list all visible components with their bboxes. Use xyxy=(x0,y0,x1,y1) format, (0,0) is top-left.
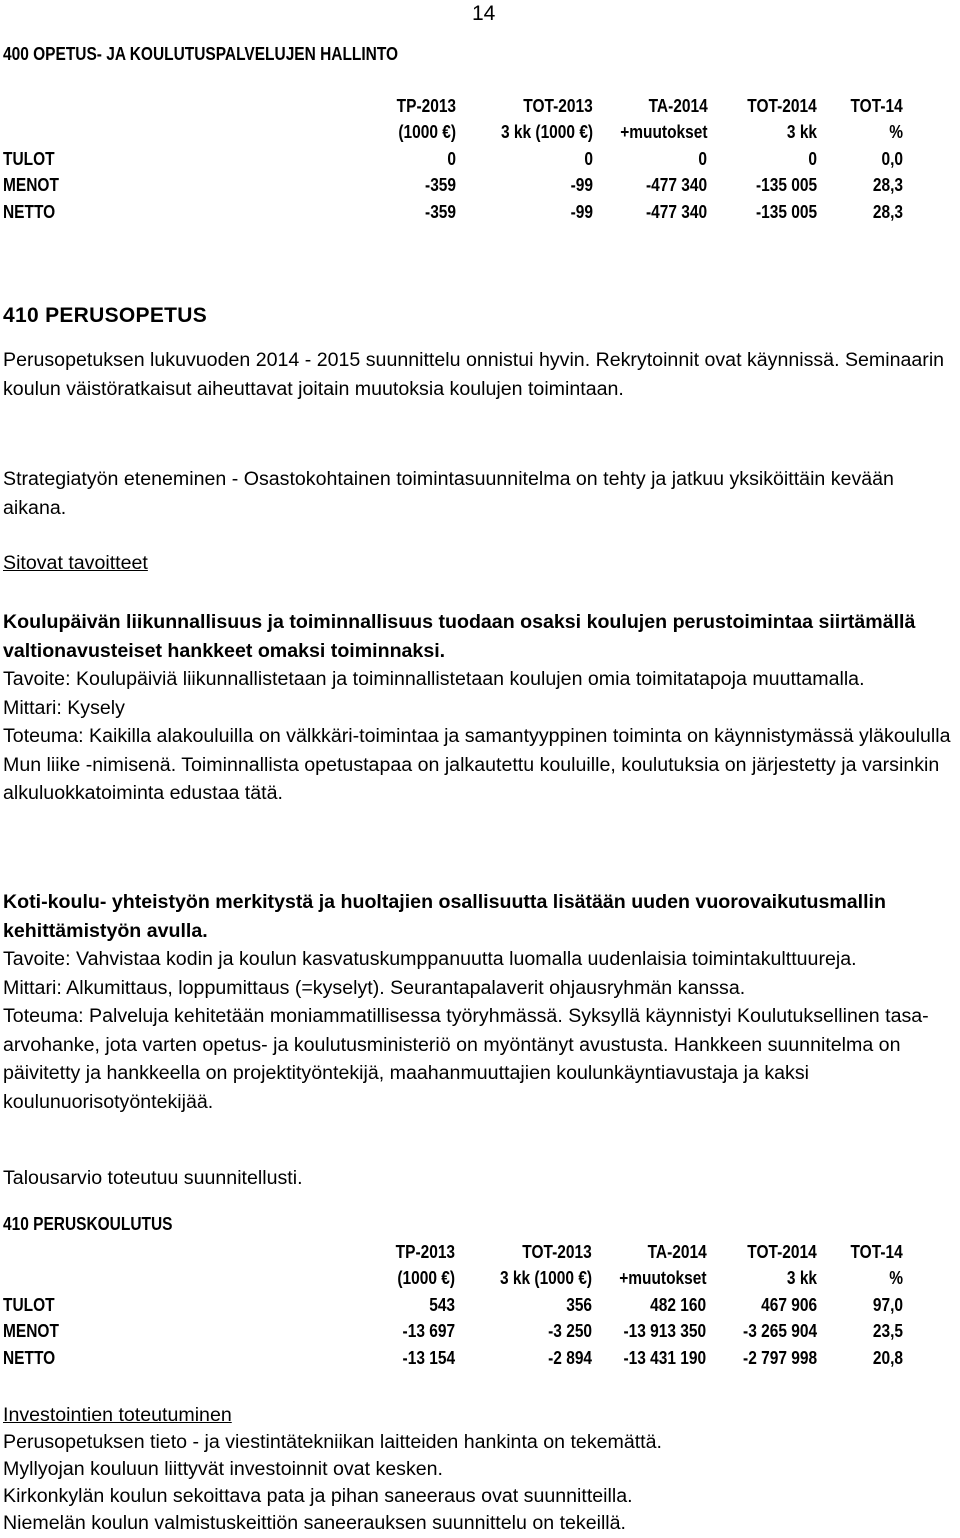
row-label: MENOT xyxy=(3,175,59,196)
row-label: NETTO xyxy=(3,201,56,222)
investment-item: Kirkonkylän koulun sekoittava pata ja pihan saneeraus ovat suunnitteilla. xyxy=(3,1485,633,1507)
table-row xyxy=(3,146,903,173)
section-410-intro xyxy=(3,346,953,403)
table-cell: 0,0 xyxy=(881,148,903,169)
table-cell: 0 xyxy=(447,148,457,169)
binding-goals-heading: Sitovat tavoitteet xyxy=(3,552,148,574)
table-row xyxy=(3,173,903,200)
column-subheader: 3 kk (1000 €) xyxy=(500,122,593,143)
column-header: TOT-2014 xyxy=(747,95,818,116)
goal-1-heading: Koulupäivän liikunnallisuus ja toiminnallisuus tuodaan osaksi koulujen perustoimintaa siirtämällä valtionavusteiset hankkeet omaksi toiminnaksi. xyxy=(3,611,916,662)
table-cell: 97,0 xyxy=(872,1294,903,1315)
goal-1-meter: Mittari: Kysely xyxy=(3,696,125,719)
strategy-paragraph: Strategiatyön eteneminen - Osastokohtainen toimintasuunnitelma on tehty ja jatkuu yksiköittäin kevään aikana. xyxy=(3,468,894,519)
column-header: TOT-2014 xyxy=(747,1241,818,1262)
intro-paragraph: Perusopetuksen lukuvuoden 2014 - 2015 suunnittelu onnistui hyvin. Rekrytoinnit ovat käynnissä. Seminaarin koulun väistöratkaisut aiheuttavat joitain muutoksia koulujen toimintaan. xyxy=(3,349,945,400)
column-subheader: 3 kk xyxy=(786,122,818,143)
column-subheader: % xyxy=(889,1268,903,1289)
investment-item: Niemelän koulun valmistuskeittiön saneerauksen suunnittelu on tekeillä. xyxy=(3,1512,627,1534)
table-cell: -3 265 904 xyxy=(743,1321,818,1342)
table-header-row xyxy=(3,120,903,147)
column-header: TA-2014 xyxy=(647,1241,707,1262)
investments-heading: Investointien toteutuminen xyxy=(3,1404,232,1426)
table-cell: 0 xyxy=(584,148,593,169)
goal-1-block xyxy=(3,608,953,808)
goal-2-block xyxy=(3,888,953,1116)
table-row xyxy=(3,199,903,226)
section-410-title: 410 PERUSOPETUS xyxy=(3,304,208,327)
goal-2-outcome: Toteuma: Palveluja kehitetään moniammatillisessa työryhmässä. Syksyllä käynnistyi Koulutuksellinen tasa-arvohanke, jota varten opetus- ja koulutusministeriö on myöntänyt avustusta. Hankkeen suunnitelma on päivitetty ja hankkeella on projektityöntekijä, maahanmuuttajien koulunkäyntiavustaja ja kaksi koulunuorisotyöntekijää. xyxy=(3,1005,929,1113)
table-cell: -359 xyxy=(425,175,457,196)
column-subheader: 3 kk xyxy=(787,1268,818,1289)
row-label: TULOT xyxy=(3,1294,55,1315)
table-cell: 20,8 xyxy=(872,1347,903,1368)
table-cell: -13 913 350 xyxy=(623,1321,707,1342)
column-subheader: +muutokset xyxy=(618,1268,707,1289)
row-label: NETTO xyxy=(3,1347,56,1368)
column-header: TA-2014 xyxy=(648,95,708,116)
table-cell: 467 906 xyxy=(761,1294,818,1315)
table-cell: -99 xyxy=(570,175,593,196)
column-header: TP-2013 xyxy=(396,95,457,116)
column-subheader: +muutokset xyxy=(620,122,708,143)
table-410-title: 410 PERUSKOULUTUS xyxy=(3,1214,173,1234)
binding-goals-block xyxy=(3,549,953,578)
table-cell: -477 340 xyxy=(646,201,708,222)
column-header: TOT-14 xyxy=(850,95,903,116)
table-cell: -99 xyxy=(570,201,593,222)
table-cell: -2 797 998 xyxy=(743,1347,818,1368)
table-cell: 543 xyxy=(429,1294,456,1315)
column-header: TOT-14 xyxy=(850,1241,903,1262)
goal-1-target: Tavoite: Koulupäiviä liikunnallistetaan ja toiminnallistetaan koulujen omia toimitatapoja muuttamalla. xyxy=(3,668,865,690)
table-cell: 356 xyxy=(566,1294,592,1315)
table-cell: 23,5 xyxy=(872,1321,903,1342)
budget-note-block xyxy=(3,1164,953,1193)
goal-1-outcome: Toteuma: Kaikilla alakouluilla on välkkäri-toimintaa ja samantyyppinen toiminta on käynnistymässä yläkoululla Mun liike -nimisenä. Toiminnallista opetustapaa on jalkautettu kouluille, koulutuksia on järjestetty ja varsinkin alkuluokkatoiminta edustaa tätä. xyxy=(3,725,951,804)
table-header-row xyxy=(3,93,903,120)
table-header-row xyxy=(3,1239,903,1266)
investment-item: Perusopetuksen tieto - ja viestintätekniikan laitteiden hankinta on tekemättä. xyxy=(3,1431,662,1453)
column-header: TOT-2013 xyxy=(523,95,593,116)
row-label: MENOT xyxy=(3,1321,59,1342)
investment-item: Myllyojan kouluun liittyvät investoinnit ovat kesken. xyxy=(3,1458,443,1480)
table-row xyxy=(3,1292,903,1319)
finance-table-410 xyxy=(3,1239,903,1372)
table-cell: -135 005 xyxy=(755,175,818,196)
column-subheader: 3 kk (1000 €) xyxy=(499,1268,592,1289)
row-label: TULOT xyxy=(3,148,55,169)
column-subheader: (1000 €) xyxy=(398,122,457,143)
table-cell: 28,3 xyxy=(872,201,903,222)
goal-2-heading: Koti-koulu- yhteistyön merkitystä ja huoltajien osallisuutta lisätään uuden vuorovaikutusmallin kehittämistyön avulla. xyxy=(3,891,886,942)
budget-note: Talousarvio toteutuu suunnitellusti. xyxy=(3,1167,303,1189)
table-cell: -359 xyxy=(425,201,457,222)
table-cell: -477 340 xyxy=(646,175,708,196)
table-cell: -135 005 xyxy=(755,201,818,222)
investments-block xyxy=(3,1402,953,1537)
table-header-row xyxy=(3,1266,903,1293)
table-cell: -13 431 190 xyxy=(623,1347,707,1368)
table-row xyxy=(3,1345,903,1372)
table-cell: 0 xyxy=(808,148,818,169)
goal-2-target: Tavoite: Vahvistaa kodin ja koulun kasvatuskumppanuutta luomalla uudenlaisia toimintakulttuureja. xyxy=(3,948,857,970)
table-cell: -13 697 xyxy=(402,1321,456,1342)
table-cell: -13 154 xyxy=(402,1347,456,1368)
page-number: 14 xyxy=(472,2,496,25)
column-header: TP-2013 xyxy=(396,1241,456,1262)
table-row xyxy=(3,1319,903,1346)
table-cell: -2 894 xyxy=(548,1347,592,1368)
table-cell: 482 160 xyxy=(650,1294,707,1315)
table-cell: -3 250 xyxy=(548,1321,592,1342)
column-subheader: % xyxy=(889,122,903,143)
column-subheader: (1000 €) xyxy=(397,1268,456,1289)
goal-2-meter: Mittari: Alkumittaus, loppumittaus (=kyselyt). Seurantapalaverit ohjausryhmän kanssa. xyxy=(3,976,746,999)
table-cell: 28,3 xyxy=(872,175,903,196)
strategy-block xyxy=(3,465,953,522)
table-cell: 0 xyxy=(698,148,708,169)
finance-table-400 xyxy=(3,93,903,226)
column-header: TOT-2013 xyxy=(522,1241,592,1262)
section-400-title: 400 OPETUS- JA KOULUTUSPALVELUJEN HALLINTO xyxy=(3,44,399,64)
